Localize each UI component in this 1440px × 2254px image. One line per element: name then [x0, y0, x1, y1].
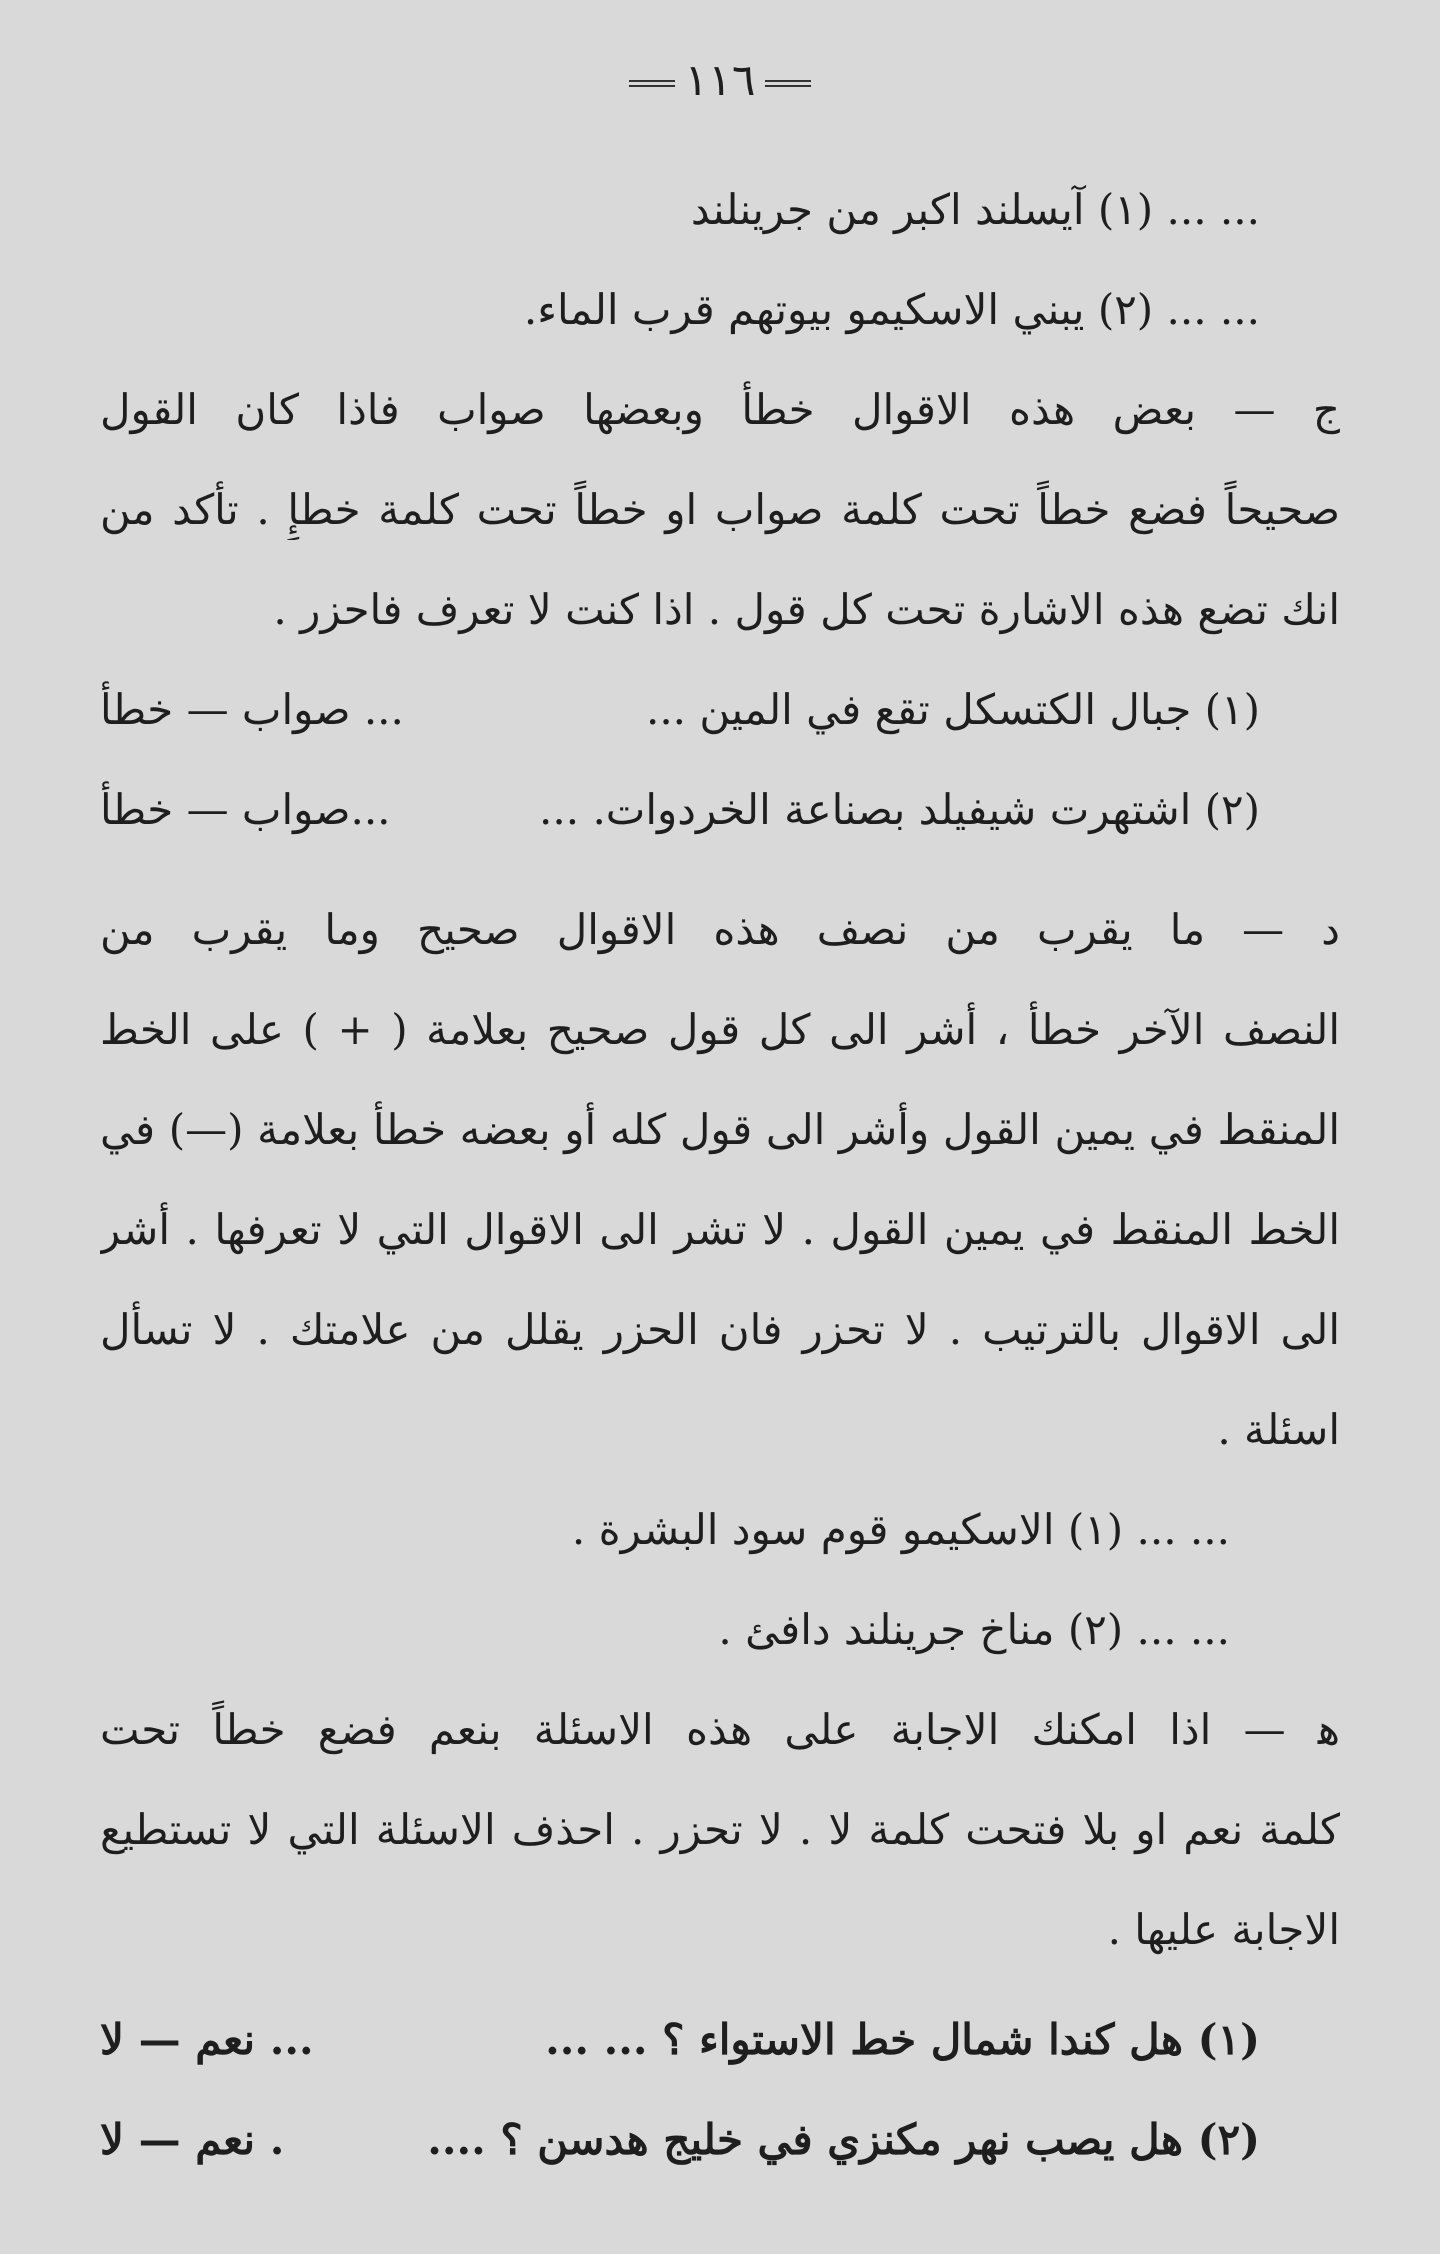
item-answer-options: ...صواب — خطأ [100, 785, 391, 834]
statement-line: ... ... (٢) مناخ جرينلند دافئ . [718, 1605, 1230, 1654]
section-d-paragraph-line: د — ما يقرب من نصف هذه الاقوال صحيح وما يقرب من [100, 905, 1340, 954]
true-false-item [100, 780, 1260, 840]
item-question: (٢) هل يصب نهر مكنزي في خليج هدسن ؟ .... [427, 2115, 1260, 2164]
section-j-paragraph-line: ج — بعض هذه الاقوال خطأ وبعضها صواب فاذا كان القول [100, 385, 1340, 434]
statement-line: ... ... (٢) يبني الاسكيمو بيوتهم قرب الماء. [523, 285, 1260, 334]
item-question: (١) هل كندا شمال خط الاستواء ؟ ... ... [545, 2015, 1260, 2064]
header-ornament-left [629, 80, 675, 87]
item-answer-options: ... صواب — خطأ [100, 685, 404, 734]
section-h-paragraph-line: الاجابة عليها . [1107, 1905, 1340, 1954]
true-false-item [100, 680, 1260, 740]
yes-no-item [100, 2010, 1260, 2070]
page-header [0, 55, 1440, 106]
section-d-paragraph-line: المنقط في يمين القول وأشر الى قول كله أو بعضه خطأ بعلامة (—) في [100, 1105, 1340, 1154]
header-ornament-right [765, 80, 811, 87]
item-answer-options: ... نعم — لا [100, 2015, 314, 2064]
section-d-paragraph-line: النصف الآخر خطأ ، أشر الى كل قول صحيح بعلامة ( + ) على الخط [100, 1005, 1340, 1054]
item-answer-options: . نعم — لا [100, 2115, 285, 2164]
item-statement: (١) جبال الكتسكل تقع في المين ... [645, 685, 1260, 734]
section-d-paragraph-line: اسئلة . [1217, 1405, 1340, 1454]
page-number: ١١٦ [684, 55, 756, 106]
statement-line: ... ... (١) الاسكيمو قوم سود البشرة . [571, 1505, 1230, 1554]
section-j-paragraph-line: انك تضع هذه الاشارة تحت كل قول . اذا كنت لا تعرف فاحزر . [273, 585, 1340, 634]
section-d-paragraph-line: الى الاقوال بالترتيب . لا تحزر فان الحزر يقلل من علامتك . لا تسأل [100, 1305, 1340, 1354]
section-h-paragraph-line: كلمة نعم او بلا فتحت كلمة لا . لا تحزر . احذف الاسئلة التي لا تستطيع [100, 1805, 1340, 1854]
section-j-paragraph-line: صحيحاً فضع خطاً تحت كلمة صواب او خطاً تحت كلمة خطإٍ . تأكد من [100, 485, 1340, 534]
section-h-paragraph-line: ﻫ — اذا امكنك الاجابة على هذه الاسئلة بنعم فضع خطاً تحت [100, 1705, 1340, 1754]
statement-line: ... ... (١) آيسلند اكبر من جرينلند [690, 185, 1260, 234]
section-d-paragraph-line: الخط المنقط في يمين القول . لا تشر الى الاقوال التي لا تعرفها . أشر [100, 1205, 1340, 1254]
item-statement: (٢) اشتهرت شيفيلد بصناعة الخردوات. ... [539, 785, 1260, 834]
yes-no-item [100, 2110, 1260, 2170]
